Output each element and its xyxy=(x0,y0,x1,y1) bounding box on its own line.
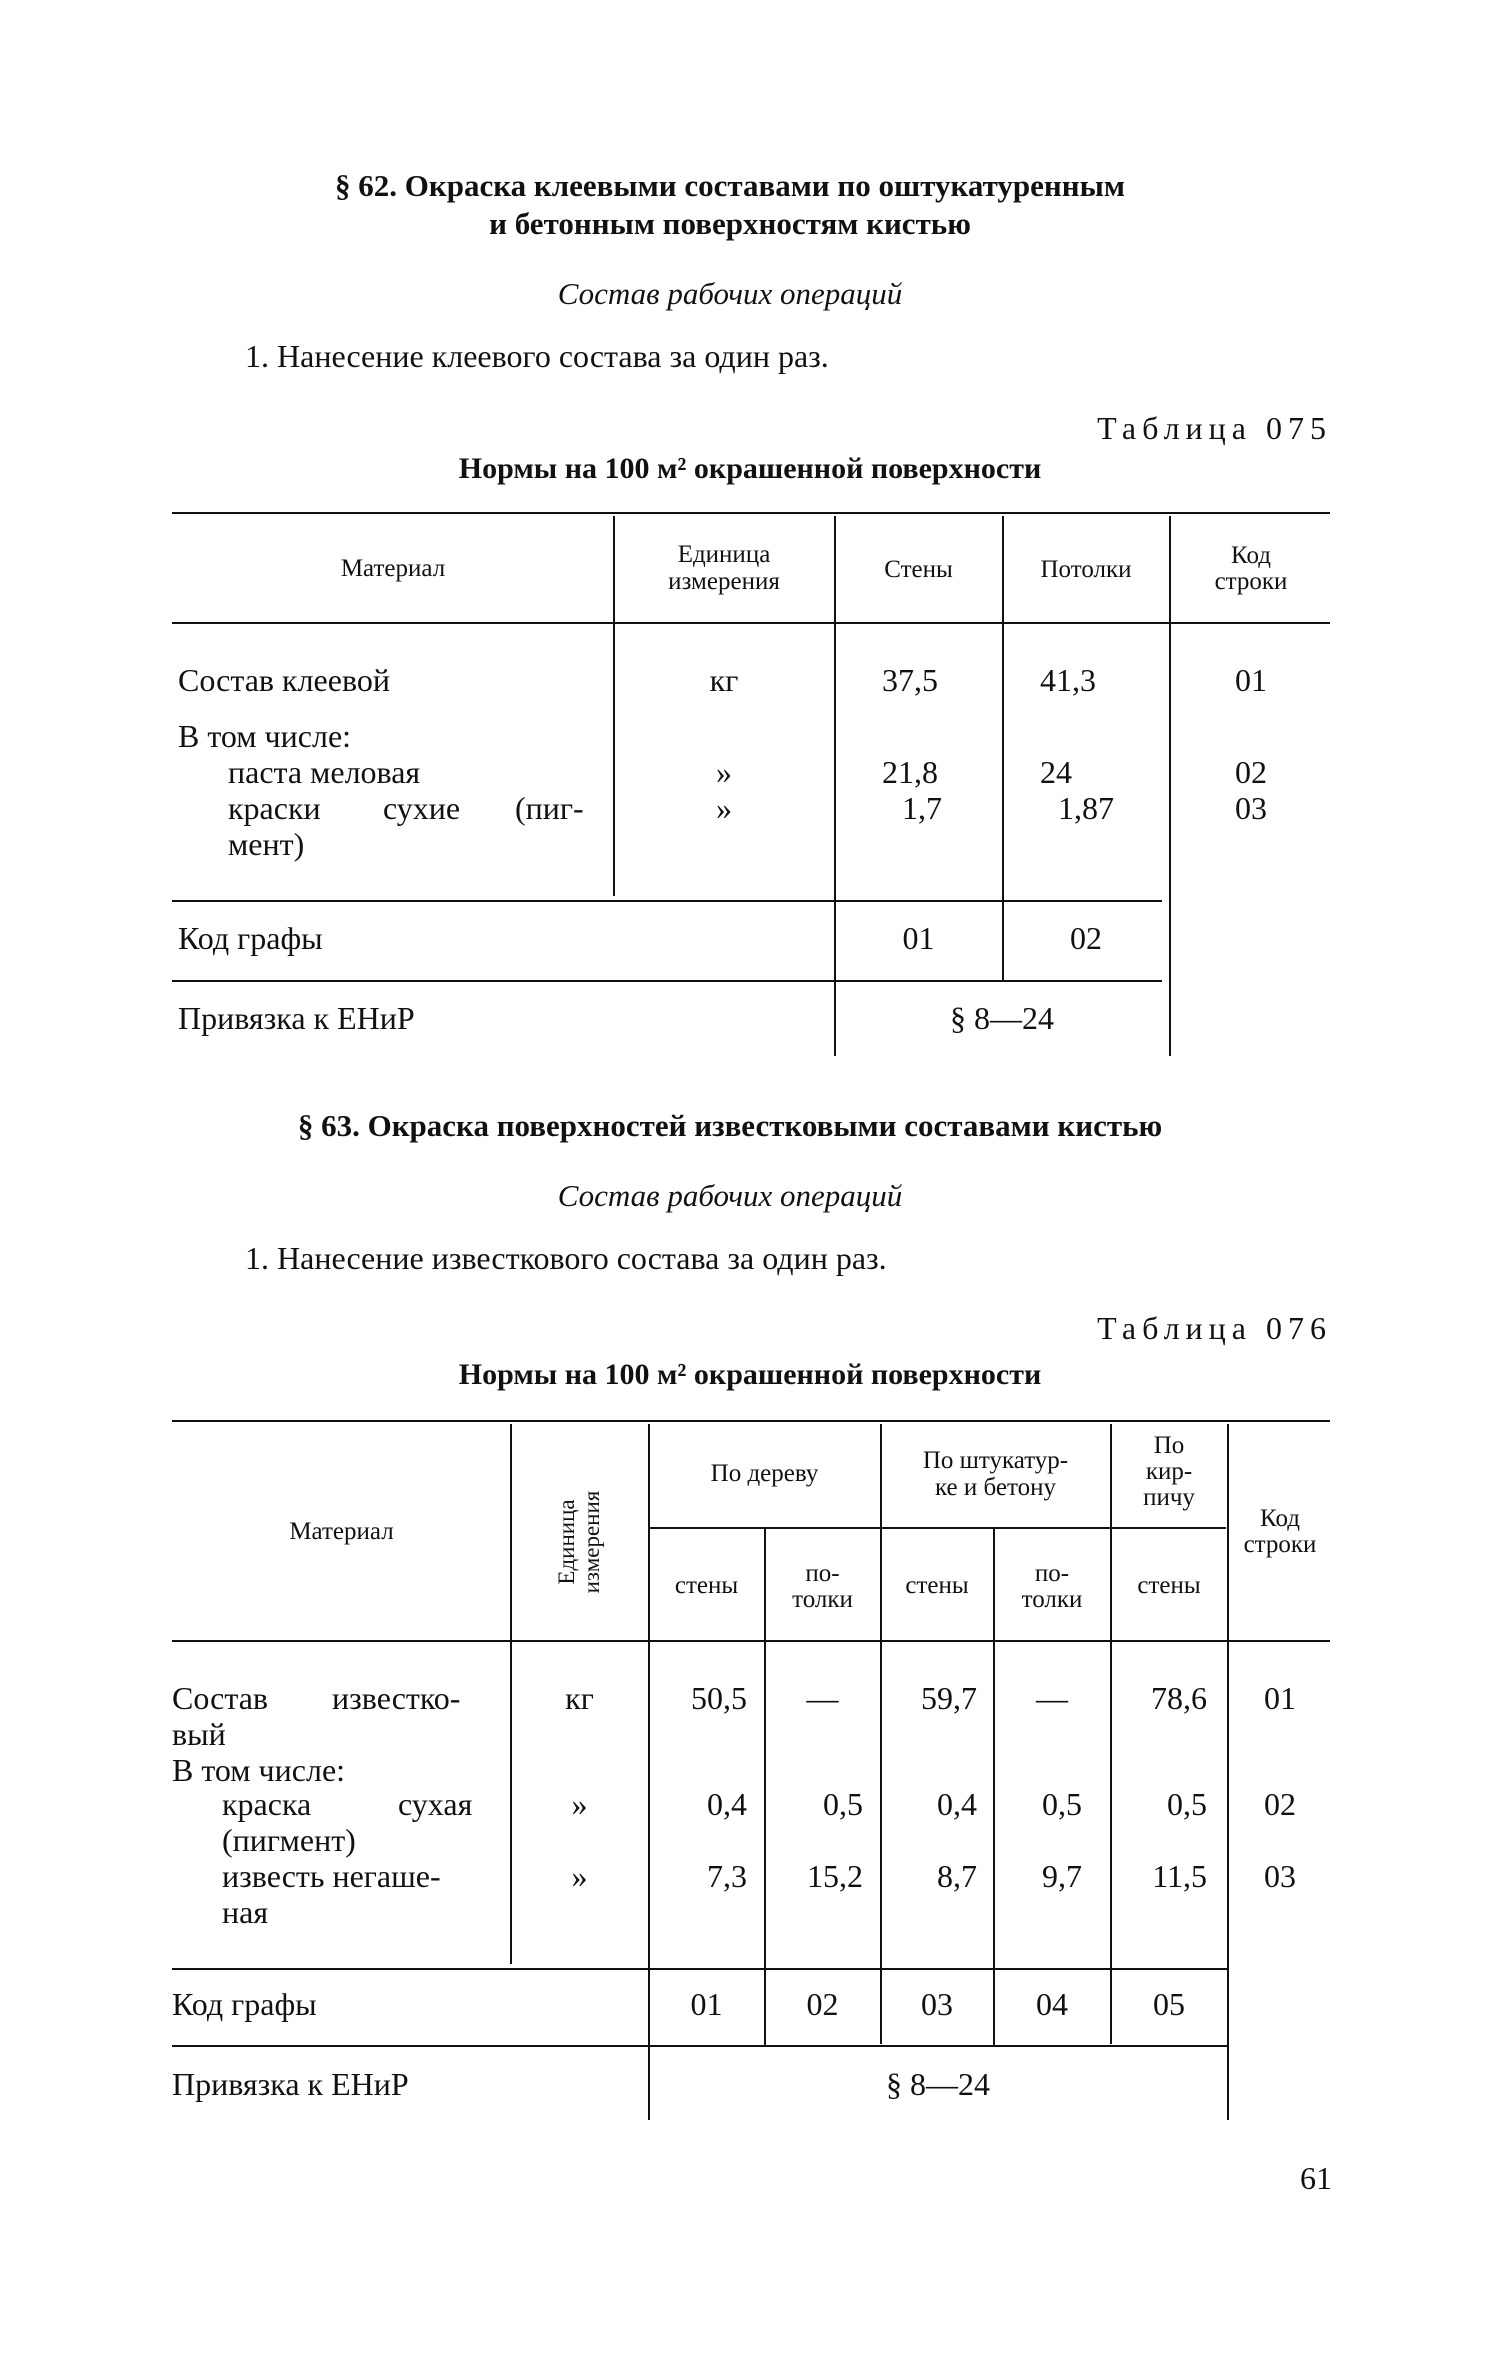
t076-row3-code: 03 xyxy=(1264,1858,1296,1894)
t075-graph-code-label: Код графы xyxy=(178,920,323,956)
section-62-title-line1: § 62. Окраска клеевыми составами по оштукатуренным xyxy=(335,168,1125,203)
t076-header-material: Материал xyxy=(289,1518,394,1545)
t076-header-unit xyxy=(554,1442,606,1642)
table-076-top-rule xyxy=(172,1420,1330,1422)
table-075-graph-rule xyxy=(172,980,1162,982)
t076-row2-name-b: сухая xyxy=(398,1786,473,1822)
table-076-vline xyxy=(880,1424,882,2044)
t075-row1-unit: кг xyxy=(709,662,739,698)
table-075-vline xyxy=(1169,516,1171,1056)
t075-row2-code: 02 xyxy=(1235,754,1267,790)
t076-header-code-2: строки xyxy=(1243,1531,1317,1558)
t076-row2-brick-walls: 0,5 xyxy=(1167,1786,1207,1822)
t076-row1-brick-walls: 78,6 xyxy=(1151,1680,1207,1716)
t075-row1-code: 01 xyxy=(1235,662,1267,698)
t075-enir-ref: § 8—24 xyxy=(950,1000,1054,1036)
t076-subheader-plaster-ceil-1: по- xyxy=(1034,1560,1070,1587)
t076-row3-unit: » xyxy=(571,1858,588,1894)
t076-row2-plaster-walls: 0,4 xyxy=(937,1786,977,1822)
t075-row3-name-a: краски xyxy=(228,790,321,826)
table-076-graph-rule xyxy=(172,2045,1228,2047)
t076-row1-plaster-ceilings: — xyxy=(1036,1680,1068,1716)
table-076-vline xyxy=(1110,1424,1112,2044)
table-076-header-rule xyxy=(172,1640,1330,1642)
t076-row1-code: 01 xyxy=(1264,1680,1296,1716)
t076-row3-plaster-walls: 8,7 xyxy=(937,1858,977,1894)
section-63-title: § 63. Окраска поверхностей известковыми составами кистью xyxy=(297,1108,1163,1143)
t076-header-code-1: Код xyxy=(1260,1505,1300,1532)
t075-including: В том числе: xyxy=(178,718,352,754)
t076-header-unit-2: измерения xyxy=(579,1490,604,1594)
t076-row3-brick-walls: 11,5 xyxy=(1152,1858,1207,1894)
t076-header-wood: По дереву xyxy=(710,1460,819,1487)
table-076-vline xyxy=(648,1424,650,2120)
t076-header-brick-2: кир- xyxy=(1145,1458,1193,1485)
t076-row1-name-a: Состав xyxy=(172,1680,269,1716)
t075-header-unit-2: измерения xyxy=(668,568,780,595)
t076-subheader-plaster-walls: стены xyxy=(905,1572,969,1599)
table-075-vline xyxy=(613,516,615,896)
t076-subheader-wood-walls: стены xyxy=(674,1572,739,1599)
t076-row3-wood-walls: 7,3 xyxy=(707,1858,747,1894)
t076-header-plaster-2: ке и бетону xyxy=(935,1474,1056,1501)
t076-row2-code: 02 xyxy=(1264,1786,1296,1822)
t076-enir-ref: § 8—24 xyxy=(886,2066,990,2102)
table-075-title: Нормы на 100 м² окрашенной поверхности xyxy=(458,452,1042,485)
t076-row1-wood-ceilings: — xyxy=(806,1680,839,1716)
t076-header-brick-1: По xyxy=(1153,1432,1185,1459)
t076-row1-unit: кг xyxy=(565,1680,594,1716)
t076-row1-name-b: известко- xyxy=(332,1680,461,1716)
table-076-body-rule xyxy=(172,1968,1228,1970)
t076-row1-name-c: вый xyxy=(172,1716,226,1752)
t075-header-walls: Стены xyxy=(884,556,953,583)
t075-row3-code: 03 xyxy=(1235,790,1267,826)
t075-header-material: Материал xyxy=(340,555,446,582)
t075-header-unit-1: Единица xyxy=(677,541,771,568)
t075-row2-walls: 21,8 xyxy=(882,754,938,790)
table-076-vline xyxy=(993,1527,995,2047)
section-62-title-line2: и бетонным поверхностям кистью xyxy=(489,206,971,241)
t075-graph-code-2: 02 xyxy=(1070,920,1102,956)
table-076-vline xyxy=(510,1424,512,1964)
table-075-vline xyxy=(834,516,836,1056)
t075-row3-unit: » xyxy=(716,790,732,826)
t076-row1-wood-walls: 50,5 xyxy=(691,1680,747,1716)
t076-header-plaster-1: По штукатур- xyxy=(922,1447,1069,1474)
table-076-title: Нормы на 100 м² окрашенной поверхности xyxy=(458,1358,1042,1391)
t076-graph-code-1: 01 xyxy=(690,1986,723,2022)
t075-row3-ceilings: 1,87 xyxy=(1058,790,1114,826)
t076-subheader-brick-walls: стены xyxy=(1137,1572,1201,1599)
t076-row3-name-b: ная xyxy=(222,1894,269,1930)
t076-graph-code-2: 02 xyxy=(806,1986,839,2022)
t076-row2-unit: » xyxy=(571,1786,588,1822)
table-076-subheader-rule xyxy=(650,1527,1226,1529)
page-number: 61 xyxy=(1300,2160,1332,2196)
t076-row3-plaster-ceilings: 9,7 xyxy=(1042,1858,1082,1894)
t075-row3-name-b: сухие xyxy=(383,790,461,826)
table-075-top-rule xyxy=(172,512,1330,514)
t075-enir-label: Привязка к ЕНиР xyxy=(178,1000,415,1036)
t076-graph-code-4: 04 xyxy=(1036,1986,1068,2022)
t075-header-code-1: Код xyxy=(1231,542,1271,569)
t076-including: В том числе: xyxy=(172,1752,346,1788)
section-62-operation: 1. Нанесение клеевого состава за один раз. xyxy=(245,338,829,374)
table-075-header-rule xyxy=(172,622,1330,624)
t076-header-unit-1: Единица xyxy=(554,1499,579,1585)
table-075-vline xyxy=(1002,516,1004,980)
t075-row3-walls: 1,7 xyxy=(902,790,942,826)
t076-row3-wood-ceilings: 15,2 xyxy=(807,1858,863,1894)
t076-graph-code-label: Код графы xyxy=(172,1986,317,2022)
t075-row3-name-d: мент) xyxy=(228,826,305,862)
t075-row2-name: паста меловая xyxy=(228,754,421,790)
t076-graph-code-3: 03 xyxy=(921,1986,953,2022)
section-63-operation: 1. Нанесение известкового состава за один раз. xyxy=(245,1240,887,1276)
t076-row1-plaster-walls: 59,7 xyxy=(921,1680,977,1716)
table-076-vline xyxy=(764,1527,766,2047)
table-076-label: Таблица 076 xyxy=(1097,1310,1332,1346)
section-63-subtitle: Состав рабочих операций xyxy=(557,1178,903,1213)
t075-row1-walls: 37,5 xyxy=(882,662,938,698)
t076-row2-name-c: (пигмент) xyxy=(222,1822,356,1858)
t075-row1-name: Состав клеевой xyxy=(178,662,390,698)
t076-subheader-plaster-ceil-2: толки xyxy=(1021,1586,1083,1613)
t076-row2-wood-ceilings: 0,5 xyxy=(823,1786,863,1822)
t076-row3-name-a: известь негаше- xyxy=(222,1858,441,1894)
t075-row3-name-c: (пиг- xyxy=(515,790,584,826)
t076-row2-name-a: краска xyxy=(222,1786,312,1822)
t075-header-code-2: строки xyxy=(1214,568,1288,595)
t076-enir-label: Привязка к ЕНиР xyxy=(172,2066,409,2102)
t076-row2-plaster-ceilings: 0,5 xyxy=(1042,1786,1082,1822)
t075-header-ceilings: Потолки xyxy=(1040,556,1132,583)
t076-graph-code-5: 05 xyxy=(1153,1986,1185,2022)
t075-graph-code-1: 01 xyxy=(902,920,935,956)
table-076-vline xyxy=(1227,1424,1229,2120)
t076-subheader-wood-ceil-2: толки xyxy=(792,1586,853,1613)
t075-row1-ceilings: 41,3 xyxy=(1040,662,1096,698)
table-075-body-rule xyxy=(172,900,1162,902)
table-075-label: Таблица 075 xyxy=(1097,410,1332,446)
t075-row2-ceilings: 24 xyxy=(1040,754,1072,790)
t076-header-brick-3: пичу xyxy=(1143,1484,1195,1511)
section-62-subtitle: Состав рабочих операций xyxy=(557,276,903,311)
t075-row2-unit: » xyxy=(716,754,732,790)
t076-subheader-wood-ceil-1: по- xyxy=(805,1560,840,1587)
t076-row2-wood-walls: 0,4 xyxy=(707,1786,747,1822)
